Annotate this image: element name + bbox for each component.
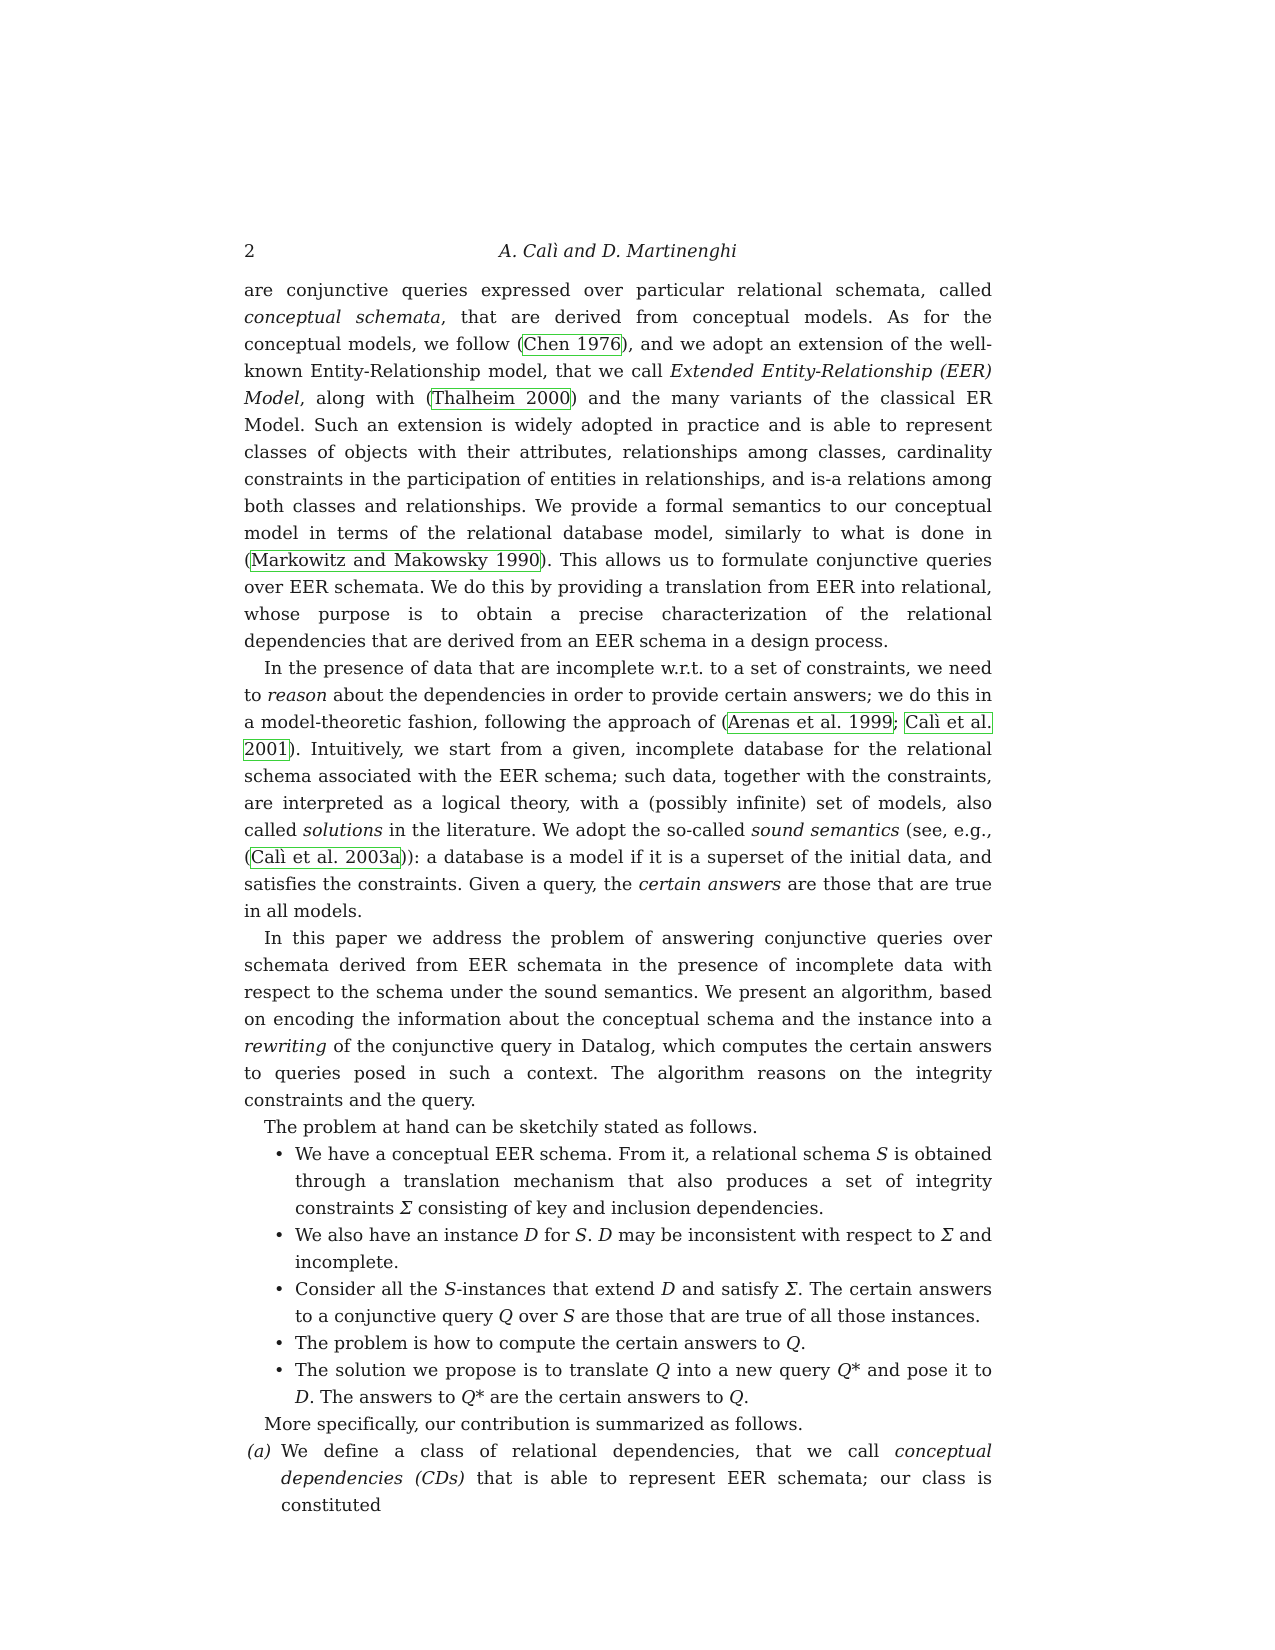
emphasis: conceptual dependencies (CDs)	[281, 1442, 992, 1489]
bullet-icon: •	[274, 1226, 285, 1246]
text-run: (see, e.g., (	[244, 821, 993, 868]
text-run: . The answers to	[309, 1388, 462, 1408]
text-run: , that are derived from conceptual models. As for the conceptual models, we follow (	[244, 308, 993, 355]
math-symbol: Q	[729, 1388, 744, 1408]
bullet-icon: •	[274, 1145, 285, 1165]
math-symbol: S	[563, 1307, 576, 1327]
citation-link[interactable]: Arenas et al. 1999	[727, 713, 893, 733]
paragraph-3	[244, 926, 992, 1115]
math-symbol: Q*	[461, 1388, 485, 1408]
text-run: ). Intuitively, we start from a given, incomplete database for the relational schema associated with the EER schema; such data, together with the constraints, are interpreted as a logical theory, with a (possibly infinite) set of models, also called	[244, 740, 992, 841]
text-run: that is able to represent EER schemata; our class is constituted	[281, 1469, 992, 1516]
problem-list	[244, 1142, 992, 1412]
text-run: are those that are true in all models.	[244, 875, 993, 922]
text-run: In the presence of data that are incomplete w.r.t. to a set of constraints, we need to	[244, 659, 992, 706]
citation-link[interactable]: Calì et al. 2001	[244, 713, 993, 760]
text-run: The solution we propose is to translate	[295, 1361, 656, 1381]
contribution-item-a	[244, 1439, 992, 1520]
math-symbol: Σ	[785, 1280, 798, 1300]
text-run: ;	[892, 713, 906, 733]
text-run: )): a database is a model if it is a superset of the initial data, and satisfies the constraints. Given a query, the	[244, 848, 992, 895]
emphasis: rewriting	[244, 1037, 327, 1057]
list-item	[244, 1331, 992, 1358]
page-number: 2	[244, 242, 256, 262]
emphasis: reason	[267, 686, 328, 706]
text-run: of the conjunctive query in Datalog, which computes the certain answers to queries posed in such a context. The algorithm reasons on the integrity constraints and the query.	[244, 1037, 992, 1111]
citation-link[interactable]: Calì et al. 2003a	[250, 848, 401, 868]
text-run: and satisfy	[675, 1280, 786, 1300]
math-symbol: Q	[655, 1361, 670, 1381]
text-run: over	[512, 1307, 564, 1327]
math-symbol: S	[575, 1226, 588, 1246]
math-symbol: S	[444, 1280, 457, 1300]
text-run: , along with (	[299, 389, 433, 409]
text-run: and pose it to	[860, 1361, 992, 1381]
text-run: .	[743, 1388, 750, 1408]
text-run: The problem is how to compute the certain answers to	[295, 1334, 786, 1354]
math-symbol: Q	[498, 1307, 513, 1327]
text-run: ), and we adopt an extension of the well-known Entity-Relationship model, that we call	[244, 335, 992, 382]
citation-link[interactable]: Chen 1976	[523, 335, 622, 355]
running-title: A. Calì and D. Martinenghi	[499, 242, 737, 262]
math-symbol: D	[598, 1226, 613, 1246]
list-item	[244, 1223, 992, 1277]
text-run: may be inconsistent with respect to	[612, 1226, 941, 1246]
text-run: .	[800, 1334, 806, 1354]
text-run: ). This allows us to formulate conjunctive queries over EER schemata. We do this by providing a translation from EER into relational, whose purpose is to obtain a precise characterization of the relational dependencies that are derived from an EER schema in a design process.	[244, 551, 992, 652]
paragraph-1	[244, 278, 992, 656]
text-run: . The certain answers to a conjunctive query	[295, 1280, 992, 1327]
math-symbol: D	[524, 1226, 539, 1246]
math-symbol: D	[661, 1280, 676, 1300]
text-run: into a new query	[669, 1361, 838, 1381]
paper-page	[244, 238, 993, 1516]
text-run: consisting of key and inclusion dependencies.	[412, 1199, 824, 1219]
paragraph-4: The problem at hand can be sketchily stated as follows.	[264, 1118, 758, 1138]
emphasis: conceptual schemata	[244, 308, 441, 328]
text-run: in the literature. We adopt the so-called	[382, 821, 752, 841]
math-symbol: D	[295, 1388, 310, 1408]
text-run: are those that are true of all those instances.	[575, 1307, 981, 1327]
math-symbol: Σ	[399, 1199, 413, 1219]
body-text	[244, 278, 992, 1520]
paragraph-2	[244, 656, 992, 926]
citation-link[interactable]: Thalheim 2000	[432, 389, 571, 409]
text-run: and incomplete.	[295, 1226, 993, 1273]
emphasis: certain answers	[638, 875, 782, 895]
text-run: about the dependencies in order to provide certain answers; we do this in a model-theoretic fashion, following the approach of (	[244, 686, 993, 733]
text-run: ) and the many variants of the classical ER Model. Such an extension is widely adopted in practice and is able to represent classes of objects with their attributes, relationships among classes, cardinality constraints in the participation of entities in relationships, and is-a relations among both classes and relationships. We provide a formal semantics to our conceptual model in terms of the relational database model, similarly to what is done in (	[244, 389, 992, 571]
text-run: In this paper we address the problem of answering conjunctive queries over schemata derived from EER schemata in the presence of incomplete data with respect to the schema under the sound semantics. We present an algorithm, based on encoding the information about the conceptual schema and the instance into a	[244, 929, 992, 1030]
list-item	[244, 1277, 992, 1331]
emphasis: Extended Entity-Relationship (EER) Model	[244, 362, 992, 409]
paragraph-5: More specifically, our contribution is summarized as follows.	[264, 1415, 804, 1435]
text-run: are the certain answers to	[484, 1388, 730, 1408]
text-run: for	[538, 1226, 576, 1246]
text-run: We also have an instance	[295, 1226, 525, 1246]
bullet-icon: •	[274, 1280, 285, 1300]
text-run: Consider all the	[295, 1280, 445, 1300]
contribution-label: (a)	[247, 1442, 272, 1462]
text-run: We have a conceptual EER schema. From it, a relational schema	[295, 1145, 877, 1165]
text-run: -instances that extend	[456, 1280, 662, 1300]
emphasis: sound semantics	[751, 821, 900, 841]
citation-link[interactable]: Markowitz and Makowsky 1990	[250, 551, 540, 571]
math-symbol: S	[876, 1145, 889, 1165]
math-symbol: Σ	[941, 1226, 954, 1246]
running-head	[244, 238, 992, 266]
text-run: is obtained through a translation mechanism that also produces a set of integrity constraints	[295, 1145, 992, 1219]
emphasis: solutions	[303, 821, 383, 841]
list-item	[244, 1358, 992, 1412]
text-run: .	[587, 1226, 599, 1246]
bullet-icon: •	[274, 1361, 285, 1381]
text-run: We define a class of relational dependencies, that we call	[281, 1442, 895, 1462]
math-symbol: Q*	[837, 1361, 861, 1381]
bullet-icon: •	[274, 1334, 285, 1354]
math-symbol: Q	[785, 1334, 801, 1354]
text-run: are conjunctive queries expressed over particular relational schemata, called	[244, 281, 992, 301]
list-item	[244, 1142, 992, 1223]
